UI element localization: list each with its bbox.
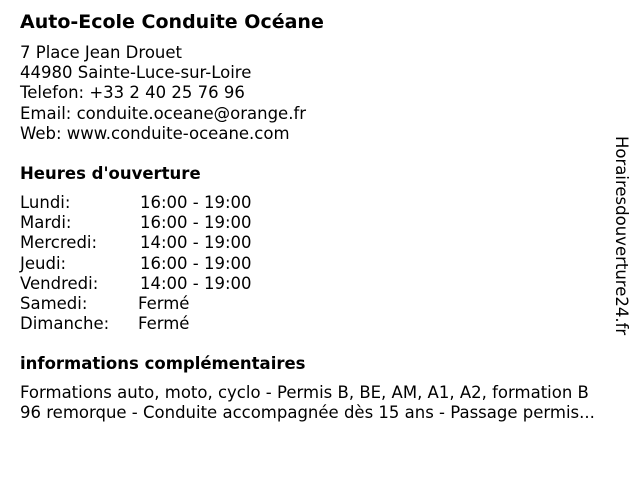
time-value: 14:00 - 19:00 (140, 273, 252, 293)
info-line-2: 96 remorque - Conduite accompagnée dès 15 ans - Passage permis... (20, 403, 595, 423)
day-label: Lundi: (20, 193, 71, 212)
time-value: 16:00 - 19:00 (140, 213, 252, 233)
time-value: 16:00 - 19:00 (140, 193, 252, 212)
site-watermark[interactable]: Horairesdouverture24.fr (612, 136, 631, 336)
day-label: Mercredi: (20, 233, 98, 253)
website-link[interactable]: Web: www.conduite-oceane.com (20, 123, 290, 143)
email-address[interactable]: Email: conduite.oceane@orange.fr (20, 103, 307, 123)
street-address: 7 Place Jean Drouet (20, 43, 182, 62)
day-label: Samedi: (20, 293, 88, 313)
time-value: Fermé (138, 293, 190, 313)
phone-number[interactable]: Telefon: +33 2 40 25 76 96 (20, 83, 245, 103)
info-line-1: Formations auto, moto, cyclo - Permis B, BE, AM, A1, A2, formation B (20, 383, 589, 402)
day-label: Jeudi: (20, 253, 67, 273)
time-value: 16:00 - 19:00 (140, 253, 252, 273)
contact-block (20, 43, 306, 144)
city-address: 44980 Sainte-Luce-sur-Loire (20, 63, 252, 83)
time-value: Fermé (138, 314, 190, 334)
info-description (20, 383, 632, 423)
info-heading: informations complémentaires (20, 354, 306, 373)
day-label: Vendredi: (20, 273, 99, 293)
business-name: Auto-Ecole Conduite Océane (20, 11, 324, 33)
day-label: Dimanche: (20, 314, 110, 334)
day-label: Mardi: (20, 213, 72, 233)
hours-heading: Heures d'ouverture (20, 164, 201, 183)
time-value: 14:00 - 19:00 (140, 233, 252, 253)
